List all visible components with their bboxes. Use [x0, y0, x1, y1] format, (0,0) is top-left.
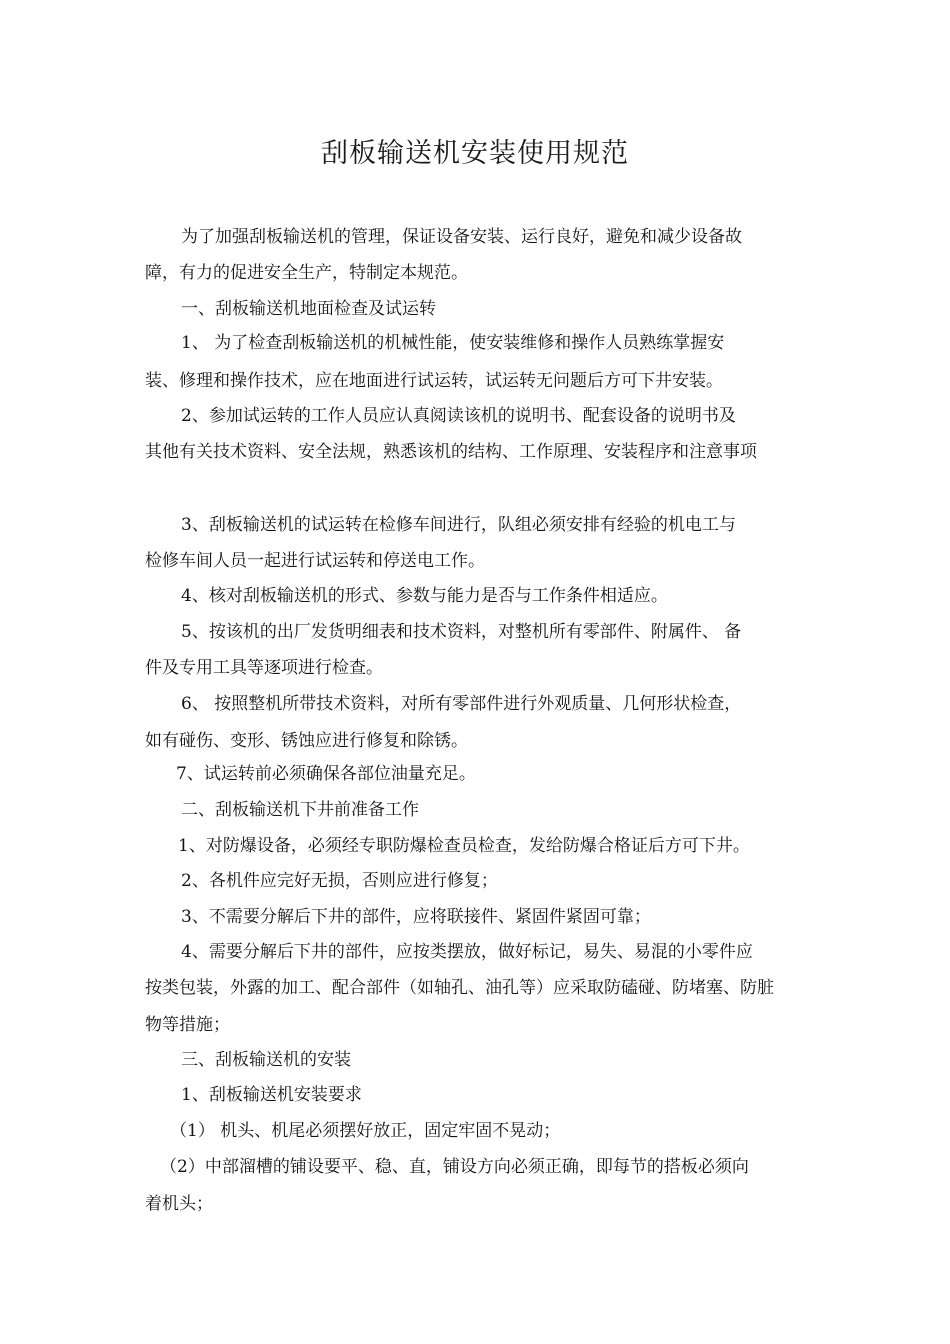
paragraph-line: 1、对防爆设备，必须经专职防爆检查员检查，发给防爆合格证后方可下井。 — [178, 836, 750, 856]
paragraph-line: 着机头； — [145, 1194, 213, 1214]
paragraph-line: 如有碰伤、变形、锈蚀应进行修复和除锈。 — [145, 731, 468, 751]
paragraph-line: 3、刮板输送机的试运转在检修车间进行，队组必须安排有经验的机电工与 — [181, 515, 736, 535]
paragraph-line: 为了加强刮板输送机的管理，保证设备安装、运行良好，避免和减少设备故 — [181, 227, 742, 247]
paragraph-line: 障，有力的促进安全生产，特制定本规范。 — [145, 263, 468, 283]
paragraph-line: 2、各机件应完好无损，否则应进行修复； — [181, 871, 498, 891]
paragraph-line: 7、试运转前必须确保各部位油量充足。 — [176, 764, 476, 784]
paragraph-line: 装、修理和操作技术，应在地面进行试运转，试运转无问题后方可下井安装。 — [145, 371, 723, 391]
section-heading: 二、刮板输送机下井前准备工作 — [181, 800, 419, 820]
paragraph-line: 1、 为了检查刮板输送机的机械性能，使安装维修和操作人员熟练掌握安 — [181, 333, 725, 353]
paragraph-line: 件及专用工具等逐项进行检查。 — [145, 658, 383, 678]
section-heading: 一、刮板输送机地面检查及试运转 — [181, 299, 436, 319]
paragraph-line: （2）中部溜槽的铺设要平、稳、直，铺设方向必须正确，即每节的搭板必须向 — [160, 1157, 749, 1177]
paragraph-line: 3、不需要分解后下井的部件，应将联接件、紧固件紧固可靠； — [181, 907, 651, 927]
paragraph-line: 物等措施； — [145, 1015, 230, 1035]
paragraph-line: 6、 按照整机所带技术资料，对所有零部件进行外观质量、几何形状检查， — [181, 694, 742, 714]
paragraph-line: 5、按该机的出厂发货明细表和技术资料，对整机所有零部件、附属件、 备 — [181, 622, 742, 642]
paragraph-line: 按类包装，外露的加工、配合部件（如轴孔、油孔等）应采取防磕碰、防堵塞、防脏 — [145, 978, 774, 998]
paragraph-line: 4、需要分解后下井的部件，应按类摆放，做好标记，易失、易混的小零件应 — [181, 942, 753, 962]
subsection-heading: 1、刮板输送机安装要求 — [181, 1085, 362, 1105]
paragraph-line: 其他有关技术资料、安全法规，熟悉该机的结构、工作原理、安装程序和注意事项 — [145, 442, 757, 462]
paragraph-line: 检修车间人员一起进行试运转和停送电工作。 — [145, 551, 485, 571]
paragraph-line: （1） 机头、机尾必须摆好放正，固定牢固不晃动； — [170, 1121, 561, 1141]
section-heading: 三、刮板输送机的安装 — [181, 1050, 351, 1070]
paragraph-line: 4、核对刮板输送机的形式、参数与能力是否与工作条件相适应。 — [181, 586, 668, 606]
paragraph-line: 2、参加试运转的工作人员应认真阅读该机的说明书、配套设备的说明书及 — [181, 406, 736, 426]
document-title: 刮板输送机安装使用规范 — [321, 138, 629, 169]
